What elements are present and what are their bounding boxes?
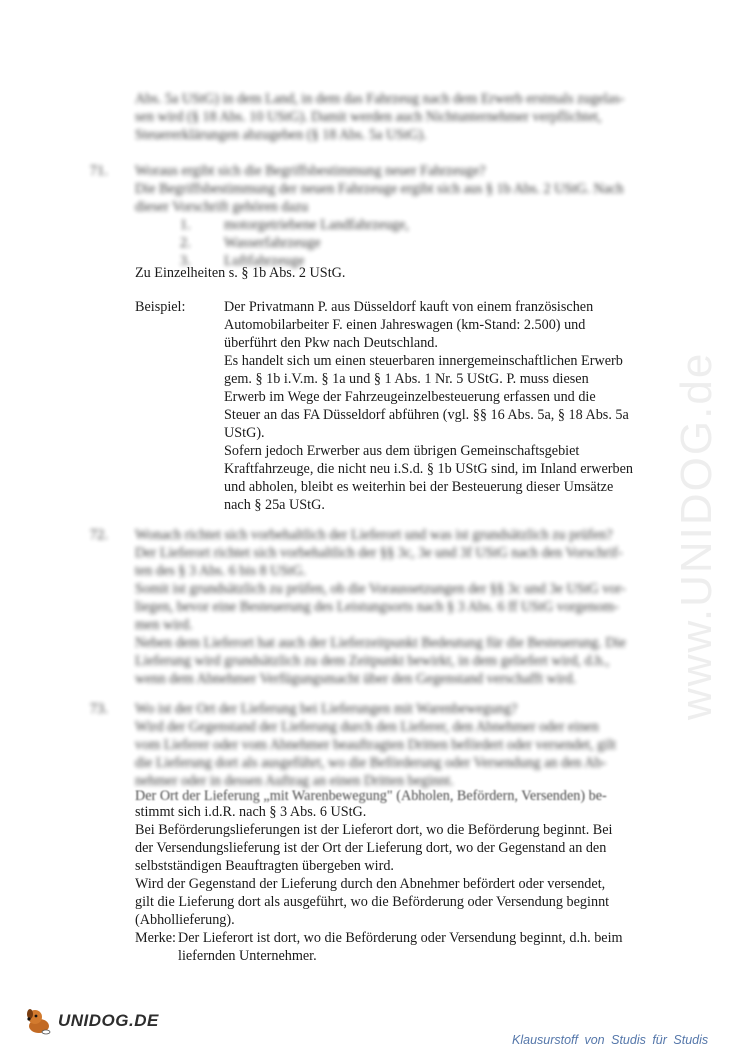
list-number: 3. bbox=[180, 253, 191, 269]
text-line: gem. § 1b i.V.m. § 1a und § 1 Abs. 1 Nr. 5 UStG. P. muss diesen bbox=[224, 371, 589, 387]
question-text: Wonach richtet sich vorbehaltlich der Lieferort und was ist grundsätzlich zu prüfen? bbox=[135, 527, 613, 543]
text-line: gilt die Lieferung dort als ausgeführt, wo die Beförderung oder Versendung beginnt bbox=[135, 894, 610, 910]
text-line: Der Privatmann P. aus Düsseldorf kauft von einem französischen bbox=[224, 299, 594, 315]
text-line: ten des § 3 Abs. 6 bis 8 UStG. bbox=[135, 563, 307, 579]
list-number: 2. bbox=[180, 235, 191, 251]
text-line: nehmer oder in dessen Auftrag an einen Dritten beginnt. bbox=[135, 773, 454, 789]
text-line: UStG). bbox=[224, 425, 265, 441]
text-line: Lieferung wird grundsätzlich zu dem Zeitpunkt bewirkt, in dem geliefert wird, d.h., bbox=[135, 653, 610, 669]
question-text: Wo ist der Ort der Lieferung bei Lieferungen mit Warenbewegung? bbox=[135, 701, 518, 717]
text-line: Neben dem Lieferort hat auch der Lieferzeitpunkt Bedeutung für die Besteuerung. Die bbox=[135, 635, 626, 651]
dog-mascot-icon bbox=[24, 1006, 54, 1036]
text-line: Automobilarbeiter F. einen Jahreswagen (km-Stand: 2.500) und bbox=[224, 317, 586, 333]
text-line: wenn dem Abnehmer Verfügungsmacht über den Gegenstand verschafft wird. bbox=[135, 671, 577, 687]
logo-text: UNIDOG.DE bbox=[58, 1011, 159, 1030]
example-label: Beispiel: bbox=[135, 299, 186, 315]
text-line: der Versendungslieferung ist der Ort der Lieferung dort, wo der Gegenstand an den bbox=[135, 840, 607, 856]
partially-blurred-line: Der Ort der Lieferung „mit Warenbewegung" (Abholen, Befördern, Versenden) be- bbox=[135, 788, 607, 804]
merke-label: Merke: bbox=[135, 930, 176, 946]
text-line: Wird der Gegenstand der Lieferung durch den Abnehmer befördert oder versendet, bbox=[135, 876, 606, 892]
text-line: Steuererklärungen abzugeben (§ 18 Abs. 5a UStG). bbox=[135, 127, 427, 143]
text-line: Somit ist grundsätzlich zu prüfen, ob die Voraussetzungen der §§ 3c und 3e UStG vor- bbox=[135, 581, 626, 597]
list-item: motorgetriebene Landfahrzeuge, bbox=[224, 217, 409, 233]
question-number: 72. bbox=[90, 527, 108, 543]
text-line: men wird. bbox=[135, 617, 193, 633]
text-line: stimmt sich i.d.R. nach § 3 Abs. 6 UStG. bbox=[135, 804, 367, 820]
text-line: Erwerb im Wege der Fahrzeugeinzelbesteuerung erfassen und die bbox=[224, 389, 596, 405]
text-line: Abs. 5a UStG) in dem Land, in dem das Fahrzeug nach dem Erwerb erstmals zugelas- bbox=[135, 91, 625, 107]
watermark-text: www.UNIDOG.de bbox=[672, 351, 721, 720]
text-line: dieser Vorschrift gehören dazu bbox=[135, 199, 309, 215]
text-line: selbstständigen Beauftragten übergeben wird. bbox=[135, 858, 394, 874]
list-item: Wasserfahrzeuge bbox=[224, 235, 321, 251]
text-line: Der Lieferort richtet sich vorbehaltlich der §§ 3c, 3e und 3f UStG nach den Vorschrif- bbox=[135, 545, 623, 561]
question-text: Woraus ergibt sich die Begriffsbestimmung neuer Fahrzeuge? bbox=[135, 163, 486, 179]
text-line: nach § 25a UStG. bbox=[224, 497, 325, 513]
text-line: (Abhollieferung). bbox=[135, 912, 235, 928]
text-line: Die Begriffsbestimmung der neuen Fahrzeuge ergibt sich aus § 1b Abs. 2 UStG. Nach bbox=[135, 181, 624, 197]
list-item: Luftfahrzeuge bbox=[224, 253, 305, 269]
footer-tagline: Klausurstoff von Studis für Studis bbox=[512, 1033, 709, 1047]
question-number: 73. bbox=[90, 701, 108, 717]
text-line: Steuer an das FA Düsseldorf abführen (vgl. §§ 16 Abs. 5a, § 18 Abs. 5a bbox=[224, 407, 629, 423]
text-line: Es handelt sich um einen steuerbaren innergemeinschaftlichen Erwerb bbox=[224, 353, 623, 369]
text-line: liegen, bevor eine Besteuerung des Leistungsorts nach § 3 Abs. 6 ff UStG vorgenom- bbox=[135, 599, 619, 615]
text-line: Bei Beförderungslieferungen ist der Lieferort dort, wo die Beförderung beginnt. Bei bbox=[135, 822, 613, 838]
text-line: vom Lieferer oder vom Abnehmer beauftragten Dritten befördert oder versendet, gilt bbox=[135, 737, 617, 753]
question-number: 71. bbox=[90, 163, 108, 179]
text-line: und abholen, bleibt es weiterhin bei der Besteuerung dieser Umsätze bbox=[224, 479, 614, 495]
text-line: sen wird (§ 18 Abs. 10 UStG). Damit werden auch Nichtunternehmer verpflichtet, bbox=[135, 109, 602, 125]
text-line: überführt den Pkw nach Deutschland. bbox=[224, 335, 438, 351]
text-line: liefernden Unternehmer. bbox=[178, 948, 317, 964]
text-line: Der Lieferort ist dort, wo die Beförderung oder Versendung beginnt, d.h. beim bbox=[178, 930, 623, 946]
details-reference: Zu Einzelheiten s. § 1b Abs. 2 UStG. bbox=[135, 265, 346, 281]
text-line: Wird der Gegenstand der Lieferung durch den Lieferer, den Abnehmer oder einen bbox=[135, 719, 599, 735]
text-line: Sofern jedoch Erwerber aus dem übrigen Gemeinschaftsgebiet bbox=[224, 443, 580, 459]
unidog-logo bbox=[24, 1006, 159, 1036]
list-number: 1. bbox=[180, 217, 191, 233]
text-line: die Lieferung dort als ausgeführt, wo die Beförderung oder Versendung an den Ab- bbox=[135, 755, 607, 771]
text-line: Kraftfahrzeuge, die nicht neu i.S.d. § 1b UStG sind, im Inland erwerben bbox=[224, 461, 633, 477]
